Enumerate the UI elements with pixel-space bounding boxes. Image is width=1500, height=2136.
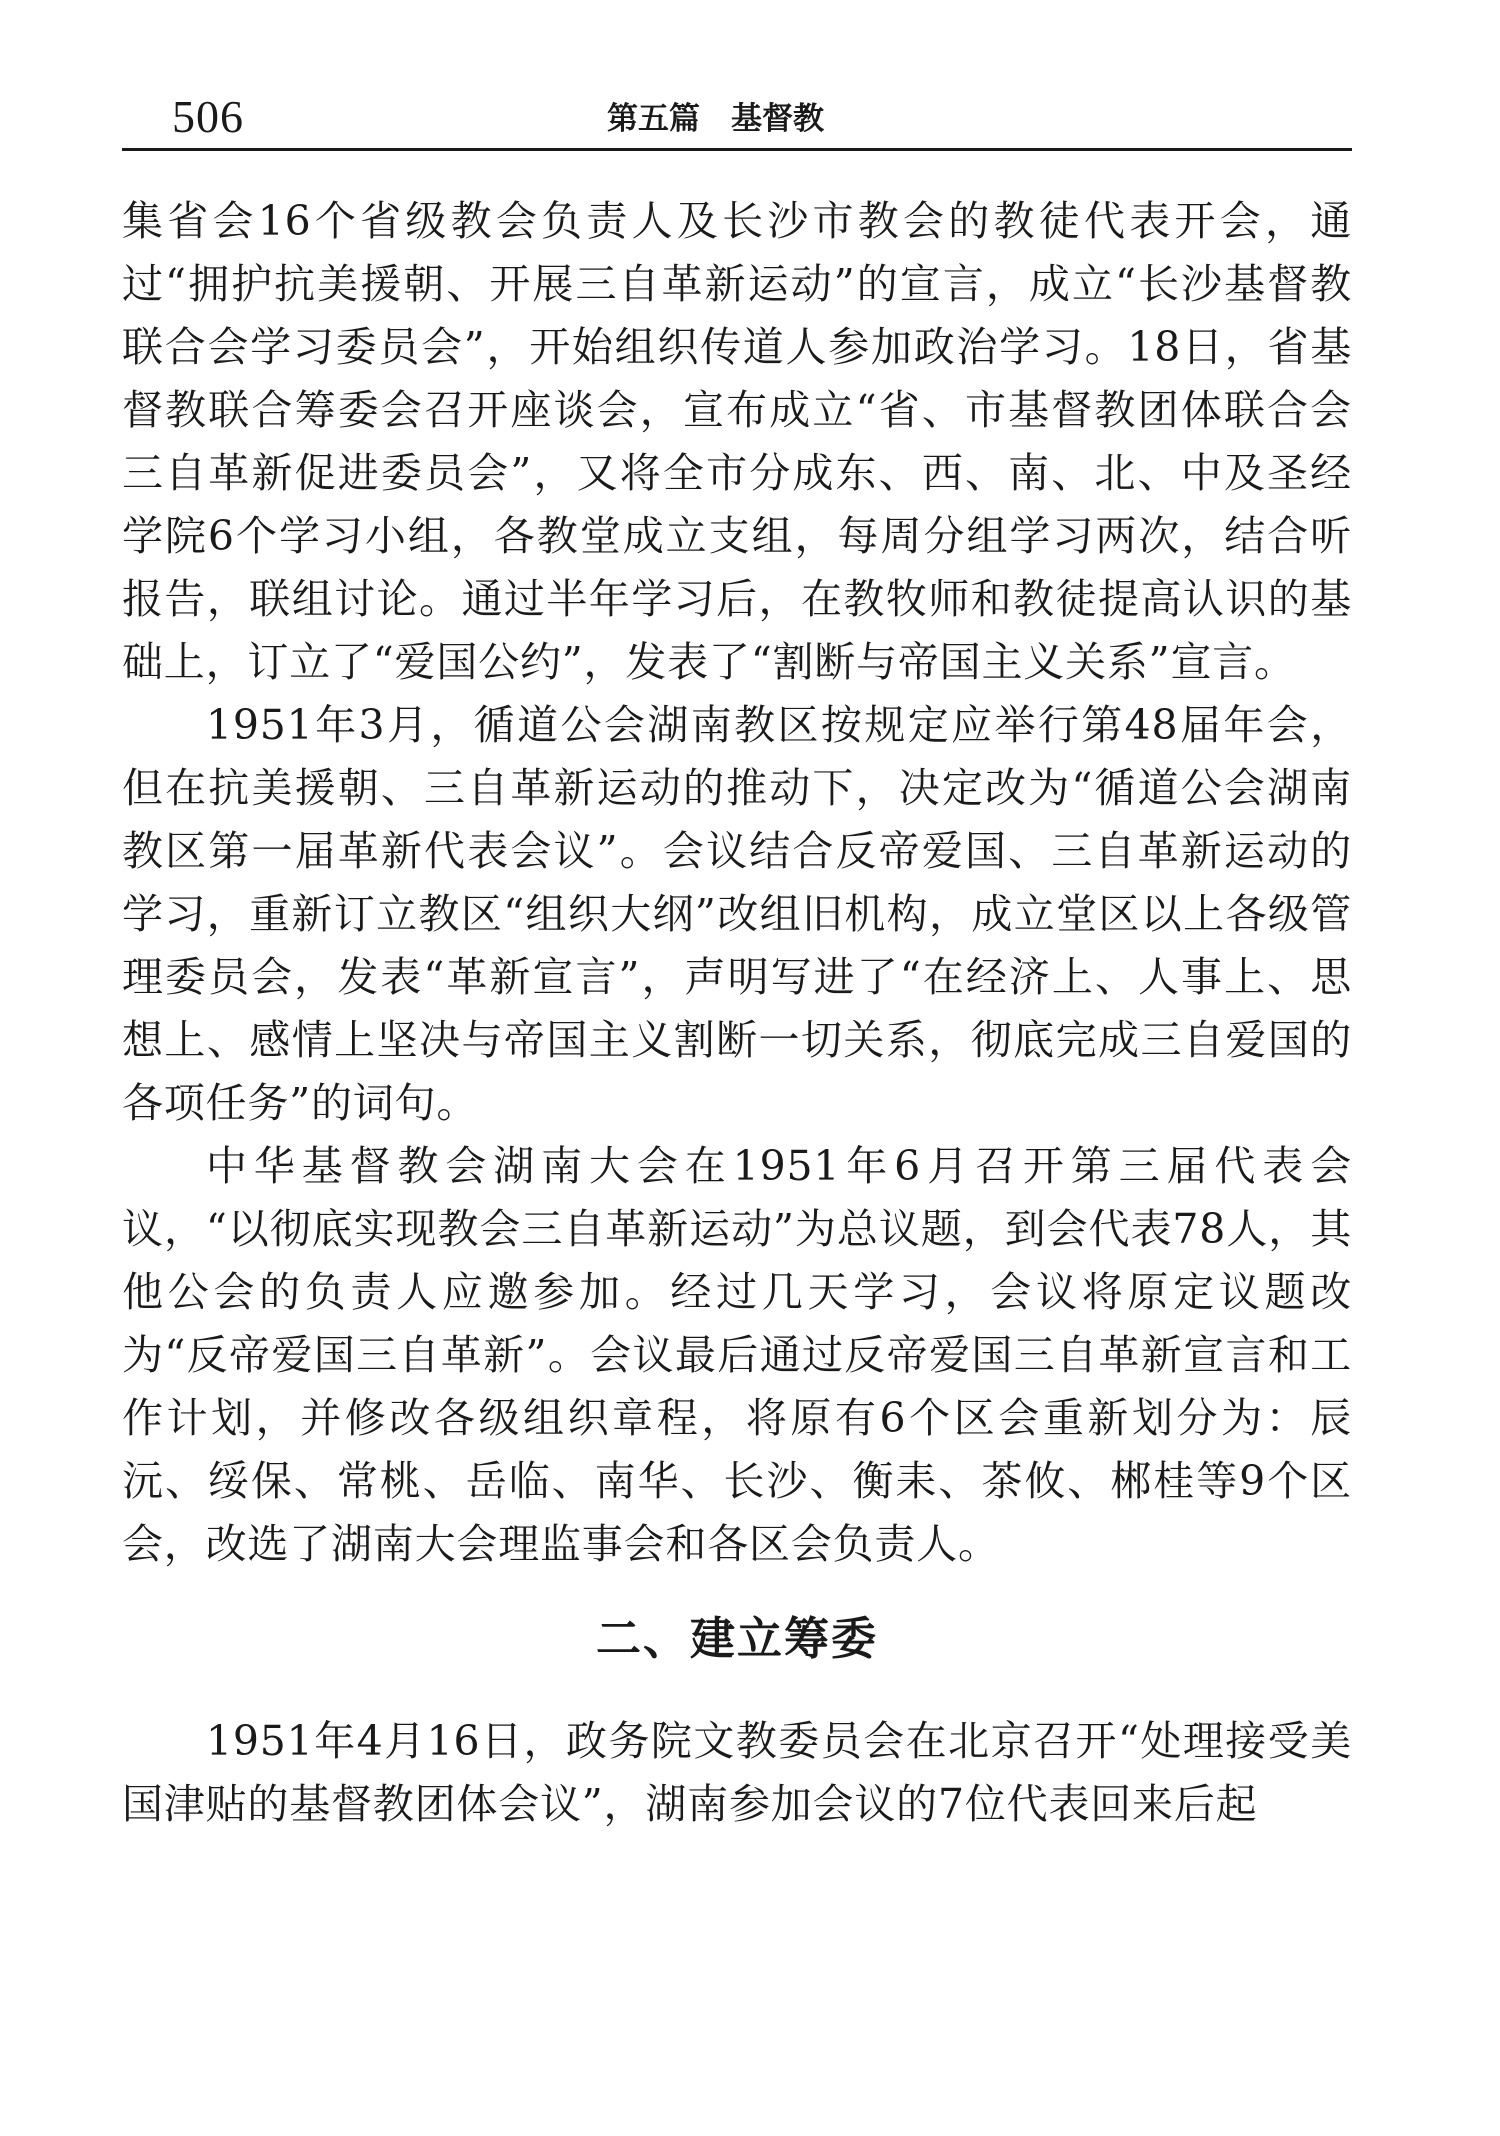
running-head: 第五篇 基督教 [607, 101, 824, 137]
page-body [122, 190, 1352, 1836]
page-header [122, 85, 1352, 151]
paragraph-continued: 集省会16个省级教会负责人及长沙市教会的教徒代表开会，通过“拥护抗美援朝、开展三自革新运动”的宣言，成立“长沙基督教联合会学习委员会”，开始组织传道人参加政治学习。18日，省基督教联合筹委会召开座谈会，宣布成立“省、市基督教团体联合会三自革新促进委员会”，又将全市分成东、西、南、北、中及圣经学院6个学习小组，各教堂成立支组，每周分组学习两次，结合听报告，联组讨论。通过半年学习后，在教牧师和教徒提高认识的基础上，订立了“爱国公约”，发表了“割断与帝国主义关系”宣言。 [122, 197, 1352, 686]
paragraph: 1951年4月16日，政务院文教委员会在北京召开“处理接受美国津贴的基督教团体会议”，湖南参加会议的7位代表回来后起 [122, 1717, 1352, 1828]
header-rule [122, 148, 1352, 151]
paragraph: 1951年3月，循道公会湖南教区按规定应举行第48届年会，但在抗美援朝、三自革新运动的推动下，决定改为“循道公会湖南教区第一届革新代表会议”。会议结合反帝爱国、三自革新运动的学习，重新订立教区“组织大纲”改组旧机构，成立堂区以上各级管理委员会，发表“革新宣言”，声明写进了“在经济上、人事上、思想上、感情上坚决与帝国主义割断一切关系，彻底完成三自爱国的各项任务”的词句。 [122, 701, 1352, 1127]
page-number: 506 [172, 91, 244, 142]
paragraph: 中华基督教会湖南大会在1951年6月召开第三届代表会议，“以彻底实现教会三自革新运动”为总议题，到会代表78人，其他公会的负责人应邀参加。经过几天学习，会议将原定议题改为“反帝爱国三自革新”。会议最后通过反帝爱国三自革新宣言和工作计划，并修改各级组织章程，将原有6个区会重新划分为：辰沅、绥保、常桃、岳临、南华、长沙、衡耒、茶攸、郴桂等9个区会，改选了湖南大会理监事会和各区会负责人。 [122, 1142, 1352, 1568]
section-heading: 二、建立筹委 [595, 1612, 878, 1665]
